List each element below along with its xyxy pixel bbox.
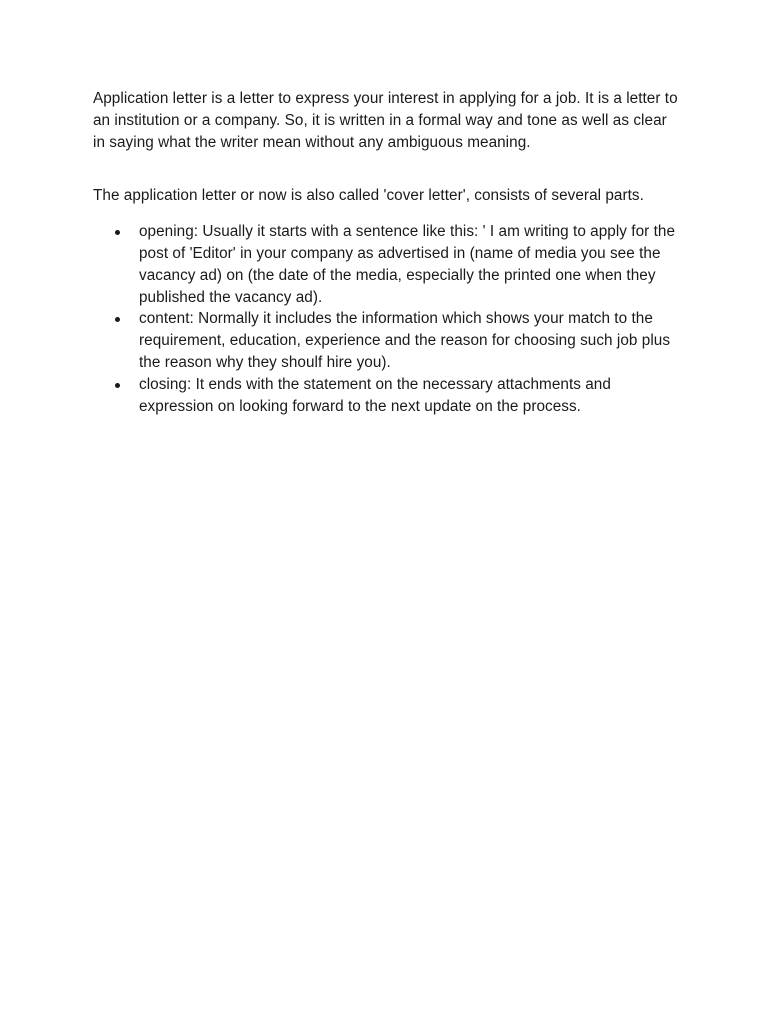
- bullet-icon: [115, 230, 120, 235]
- list-item-closing: [93, 374, 683, 418]
- list-item-content: [93, 308, 683, 373]
- bullet-icon: [115, 383, 120, 388]
- bullet-icon: [115, 317, 120, 322]
- list-item-text: opening: Usually it starts with a sentence like this: ' I am writing to apply for the post of 'Editor' in your company as advertised in (name of media you see the vacancy ad) on (the date of the media, especially the printed one when they published the vacancy ad).: [139, 223, 676, 306]
- list-item-text: closing: It ends with the statement on the necessary attachments and expression on looking forward to the next update on the process.: [139, 375, 611, 415]
- parts-list: [93, 221, 683, 417]
- document-body: [93, 88, 683, 417]
- parts-paragraph: The application letter or now is also called 'cover letter', consists of several parts.: [93, 187, 644, 205]
- list-item-text: content: Normally it includes the information which shows your match to the requirement, education, experience and the reason for choosing such job plus the reason why they shoulf hire you).: [139, 310, 671, 371]
- list-item-opening: [93, 221, 683, 308]
- intro-paragraph: Application letter is a letter to express your interest in applying for a job. It is a letter to an institution or a company. So, it is written in a formal way and tone as well as clear in saying what the writer mean without any ambiguous meaning.: [93, 90, 678, 151]
